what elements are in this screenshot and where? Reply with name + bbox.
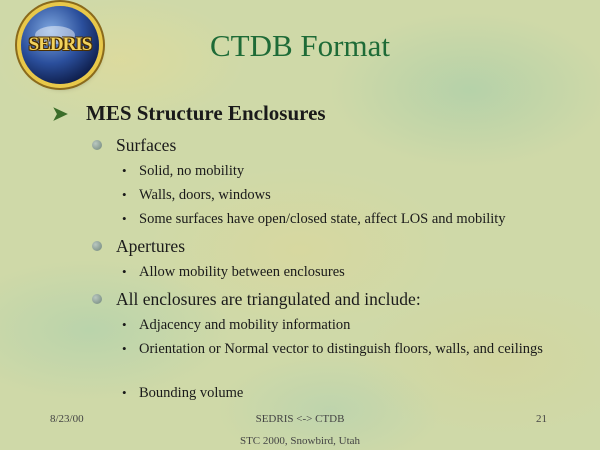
- main-heading-text: MES Structure Enclosures: [86, 101, 326, 125]
- footer-date: 8/23/00: [50, 413, 84, 425]
- logo-text: SEDRIS: [28, 34, 92, 55]
- dot-bullet-icon: •: [122, 163, 127, 178]
- arrow-bullet-icon: ➤: [52, 104, 68, 125]
- list-item-text: Solid, no mobility: [139, 163, 245, 179]
- list-item-text: Adjacency and mobility information: [139, 317, 351, 333]
- dot-bullet-icon: •: [122, 385, 127, 400]
- section-enclosures: [92, 289, 421, 310]
- section-label: Apertures: [116, 236, 186, 256]
- dot-bullet-icon: •: [122, 187, 127, 202]
- main-heading: [52, 101, 326, 126]
- footer-event: STC 2000, Snowbird, Utah: [239, 435, 361, 447]
- section-label: Surfaces: [116, 135, 177, 155]
- footer-center: SEDRIS <-> CTDB: [255, 413, 345, 425]
- list-item: [122, 186, 271, 204]
- round-bullet-icon: [92, 294, 102, 304]
- dot-bullet-icon: •: [122, 341, 127, 356]
- page-number: 21: [536, 413, 547, 425]
- section-label: All enclosures are triangulated and include:: [116, 289, 421, 309]
- list-item: [122, 263, 345, 281]
- list-item-text: Walls, doors, windows: [139, 187, 271, 203]
- dot-bullet-icon: •: [122, 264, 127, 279]
- list-item-text: Allow mobility between enclosures: [139, 264, 345, 280]
- list-item-text: Bounding volume: [139, 385, 244, 401]
- round-bullet-icon: [92, 241, 102, 251]
- list-item: [122, 316, 350, 334]
- slide-title: CTDB Format: [210, 28, 390, 63]
- section-apertures: [92, 236, 185, 257]
- list-item: [122, 162, 244, 180]
- dot-bullet-icon: •: [122, 211, 127, 226]
- list-item: [122, 210, 506, 228]
- round-bullet-icon: [92, 140, 102, 150]
- section-surfaces: [92, 135, 176, 156]
- list-item: [122, 384, 243, 402]
- list-item-text: Orientation or Normal vector to distinguish floors, walls, and ceilings: [139, 341, 543, 357]
- list-item-text: Some surfaces have open/closed state, affect LOS and mobility: [139, 211, 506, 227]
- list-item: [122, 340, 559, 358]
- dot-bullet-icon: •: [122, 317, 127, 332]
